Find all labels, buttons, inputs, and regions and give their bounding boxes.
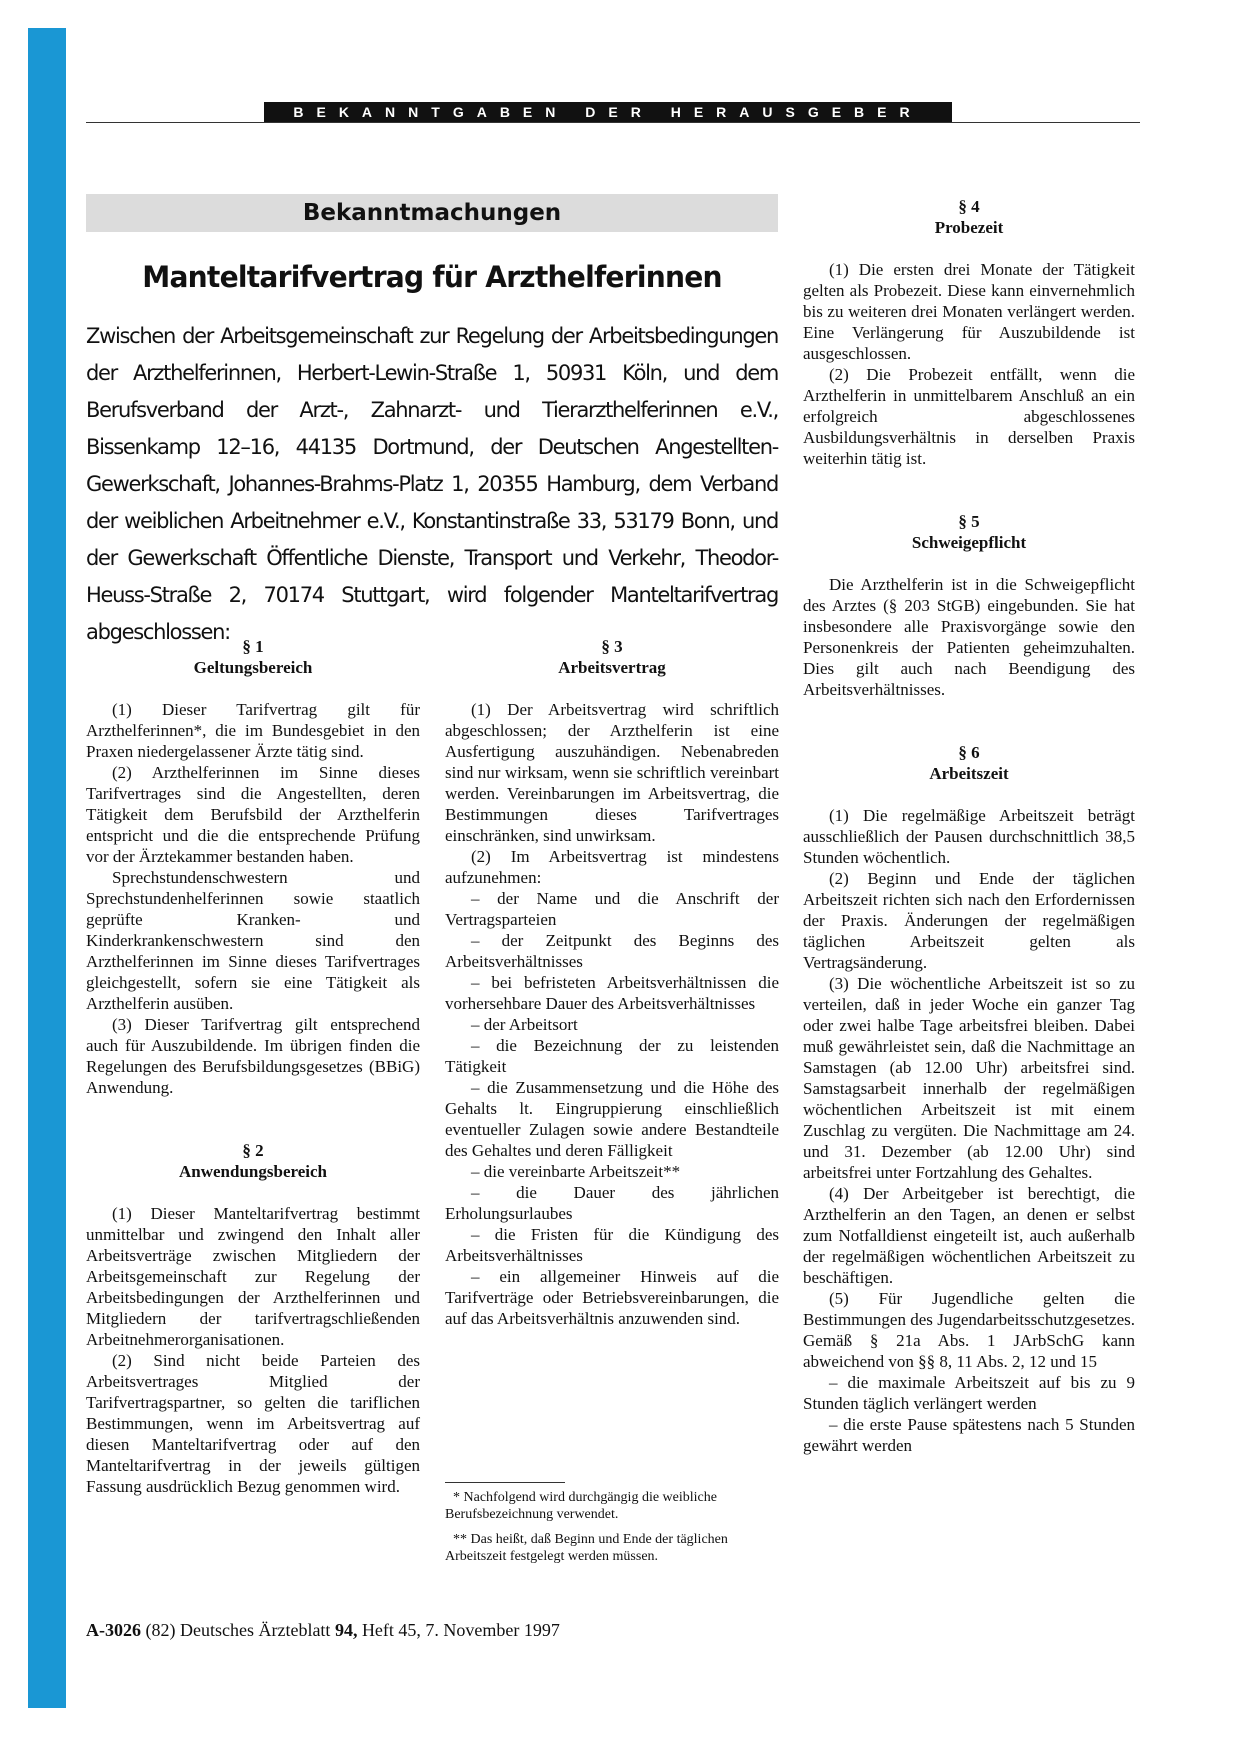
page-title: Manteltarifvertrag für Arzthelferinnen	[142, 260, 722, 294]
journal-volume: 94,	[334, 1620, 358, 1640]
list-item: – die Fristen für die Kündigung des Arbeitsverhältnisses	[445, 1225, 779, 1265]
list-item: – die Zusammensetzung und die Höhe des Gehalts lt. Eingruppierung einschließlich eventueller Zulagen sowie andere Bestandteile des Gehaltes und deren Fälligkeit	[445, 1078, 779, 1160]
footnote-rule	[445, 1482, 565, 1483]
list-item: – bei befristeten Arbeitsverhältnissen die vorhersehbare Dauer des Arbeitsverhältnisses	[445, 973, 779, 1013]
section-box: Bekanntmachungen	[86, 194, 778, 232]
section-title: Arbeitsvertrag	[558, 658, 666, 677]
section-title: Probezeit	[934, 218, 1004, 237]
section-title: Arbeitszeit	[929, 764, 1009, 783]
paragraph: (1) Der Arbeitsvertrag wird schriftlich abgeschlossen; der Arzthelferin ist eine Ausfertigung auszuhändigen. Nebenabreden sind nur wirksam, wenn sie schriftlich vereinbart werden. Vereinbarungen im Arbeitsvertrag, die Bestimmungen dieses Tarifvertrages einschränken, sind unwirksam.	[445, 700, 779, 845]
paragraph: (1) Dieser Manteltarifvertrag bestimmt unmittelbar und zwingend den Inhalt aller Arbeitsverträge zwischen Mitgliedern der Arbeitsgemeinschaft zur Regelung der Arbeitsbedingungen der Arzthelferinnen und Mitgliedern der tarifvertragschließenden Arbeitnehmerorganisationen.	[86, 1204, 420, 1349]
list-item: – der Name und die Anschrift der Vertragsparteien	[445, 889, 779, 929]
list-item: – der Zeitpunkt des Beginns des Arbeitsverhältnisses	[445, 931, 779, 971]
paragraph: (3) Die wöchentliche Arbeitszeit ist so zu verteilen, daß in jeder Woche ein ganzer Tag oder zwei halbe Tage arbeitsfrei bleiben. Dabei muß gewährleistet sein, daß die Nachmittage an Samstagen (ab 12.00 Uhr) arbeitsfrei sind. Samstagsarbeit innerhalb der regelmäßigen wöchentlichen Arbeitszeit ist mit einem Zuschlag zu vergüten. Die Nachmittage am 24. und 31. Dezember (ab 12.00 Uhr) sind arbeitsfrei unter Fortzahlung des Gehaltes.	[803, 974, 1135, 1182]
page-footer	[86, 1620, 560, 1641]
paragraph: Sprechstundenschwestern und Sprechstundenhelferinnen sowie staatlich geprüfte Kranken- und Kinderkrankenschwestern sind den Arzthelferinnen im Sinne dieses Tarifvertrages gleichgestellt, sofern sie eine Tätigkeit als Arzthelferin ausüben.	[86, 868, 420, 1013]
section-title: Schweigepflicht	[911, 533, 1027, 552]
paragraph: (1) Die regelmäßige Arbeitszeit beträgt ausschließlich der Pausen durchschnittlich 38,5 Stunden wöchentlich.	[803, 806, 1135, 867]
list-item: – die Bezeichnung der zu leistenden Tätigkeit	[445, 1036, 779, 1076]
list-item: – die erste Pause spätestens nach 5 Stunden gewährt werden	[803, 1415, 1135, 1455]
paragraph: (3) Dieser Tarifvertrag gilt entsprechend auch für Auszubildende. Im übrigen finden die Regelungen des Berufsbildungsgesetzes (BBiG) Anwendung.	[86, 1015, 420, 1097]
issue-date: Heft 45, 7. November 1997	[361, 1620, 560, 1640]
list-item: – die Dauer des jährlichen Erholungsurlaubes	[445, 1183, 779, 1223]
list-item: – die vereinbarte Arbeitszeit**	[471, 1162, 681, 1181]
list-item: – die maximale Arbeitszeit auf bis zu 9 Stunden täglich verlängert werden	[803, 1373, 1135, 1413]
page-code: A-3026	[86, 1620, 141, 1640]
footnotes	[445, 1482, 779, 1573]
column-right	[803, 196, 1135, 1456]
footnote: ** Das heißt, daß Beginn und Ende der täglichen Arbeitszeit festgelegt werden müssen.	[445, 1532, 728, 1564]
paragraph: (2) Arzthelferinnen im Sinne dieses Tarifvertrages sind die Angestellten, deren Tätigkeit dem Berufsbild der Arzthelferin entspricht und die die entsprechende Prüfung vor der Ärztekammer bestanden haben.	[86, 763, 420, 866]
intro-paragraph: Zwischen der Arbeitsgemeinschaft zur Regelung der Arbeitsbedingungen der Arzthelferinnen, Herbert-Lewin-Straße 1, 50931 Köln, und dem Berufsverband der Arzt-, Zahnarzt- und Tierarzthelferinnen e.V., Bissenkamp 12–16, 44135 Dortmund, der Deutschen Angestellten-Gewerkschaft, Johannes-Brahms-Platz 1, 20355 Hamburg, dem Verband der weiblichen Arbeitnehmer e.V., Konstantinstraße 33, 53179 Bonn, und der Gewerkschaft Öffentliche Dienste, Transport und Verkehr, Theodor-Heuss-Straße 2, 70174 Stuttgart, wird folgender Manteltarifvertrag abgeschlossen:	[86, 324, 778, 644]
footnote: * Nachfolgend wird durchgängig die weibliche Berufsbezeichnung verwendet.	[445, 1490, 717, 1522]
paragraph: (2) Im Arbeitsvertrag ist mindestens aufzunehmen:	[445, 847, 779, 887]
section-title: Geltungsbereich	[193, 658, 313, 677]
section-number: § 5	[958, 512, 980, 531]
paragraph: (2) Die Probezeit entfällt, wenn die Arzthelferin in unmittelbarem Anschluß an ein erfolgreich abgeschlossenes Ausbildungsverhältnis in derselben Praxis weiterhin tätig ist.	[803, 365, 1135, 468]
section-number: § 2	[242, 1141, 264, 1160]
section-number: § 3	[601, 637, 623, 656]
section-number: § 1	[242, 637, 264, 656]
header-rule	[86, 122, 1140, 123]
paragraph: (1) Die ersten drei Monate der Tätigkeit gelten als Probezeit. Diese kann einvernehmlich bis zu weiteren drei Monaten verlängert werden. Eine Verlängerung für Auszubildende ist ausgeschlossen.	[803, 260, 1135, 363]
header-band: BEKANNTGABEN DER HERAUSGEBER	[264, 102, 952, 122]
paragraph: Die Arzthelferin ist in die Schweigepflicht des Arztes (§ 203 StGB) eingebunden. Sie hat insbesondere alle Praxisvorgänge sowie den Personenkreis der Patienten geheimzuhalten. Dies gilt auch nach Beendigung des Arbeitsverhältnisses.	[803, 575, 1135, 699]
paragraph: (2) Beginn und Ende der täglichen Arbeitszeit richten sich nach den Erfordernissen der Praxis. Änderungen der regelmäßigen täglichen Arbeitszeit gelten als Vertragsänderung.	[803, 869, 1135, 972]
accent-bar	[28, 28, 66, 1708]
column-middle	[445, 636, 779, 1329]
section-title: Anwendungsbereich	[179, 1162, 327, 1181]
list-item: – ein allgemeiner Hinweis auf die Tarifverträge oder Betriebsvereinbarungen, die auf das Arbeitsverhältnis anzuwenden sind.	[445, 1267, 779, 1328]
paragraph: (1) Dieser Tarifvertrag gilt für Arzthelferinnen*, die im Bundesgebiet in den Praxen niedergelassener Ärzte tätig sind.	[86, 700, 420, 761]
column-left	[86, 636, 420, 1497]
journal-name: (82) Deutsches Ärzteblatt	[145, 1620, 331, 1640]
section-number: § 4	[958, 197, 980, 216]
section-number: § 6	[958, 743, 980, 762]
paragraph: (5) Für Jugendliche gelten die Bestimmungen des Jugendarbeitsschutzgesetzes. Gemäß § 21a Abs. 1 JArbSchG kann abweichend von §§ 8, 11 Abs. 2, 12 und 15	[803, 1289, 1135, 1371]
paragraph: (4) Der Arbeitgeber ist berechtigt, die Arzthelferin an den Tagen, an denen er selbst zum Notfalldienst eingeteilt ist, auch außerhalb der regelmäßigen wöchentlichen Arbeitszeit zu beschäftigen.	[803, 1184, 1135, 1287]
list-item: – der Arbeitsort	[471, 1015, 578, 1034]
paragraph: (2) Sind nicht beide Parteien des Arbeitsvertrages Mitglied der Tarifvertragspartner, so gelten die tariflichen Bestimmungen, wenn im Arbeitsvertrag auf diesen Manteltarifvertrag oder auf den Manteltarifvertrag in der jeweils gültigen Fassung ausdrücklich Bezug genommen wird.	[86, 1351, 420, 1496]
